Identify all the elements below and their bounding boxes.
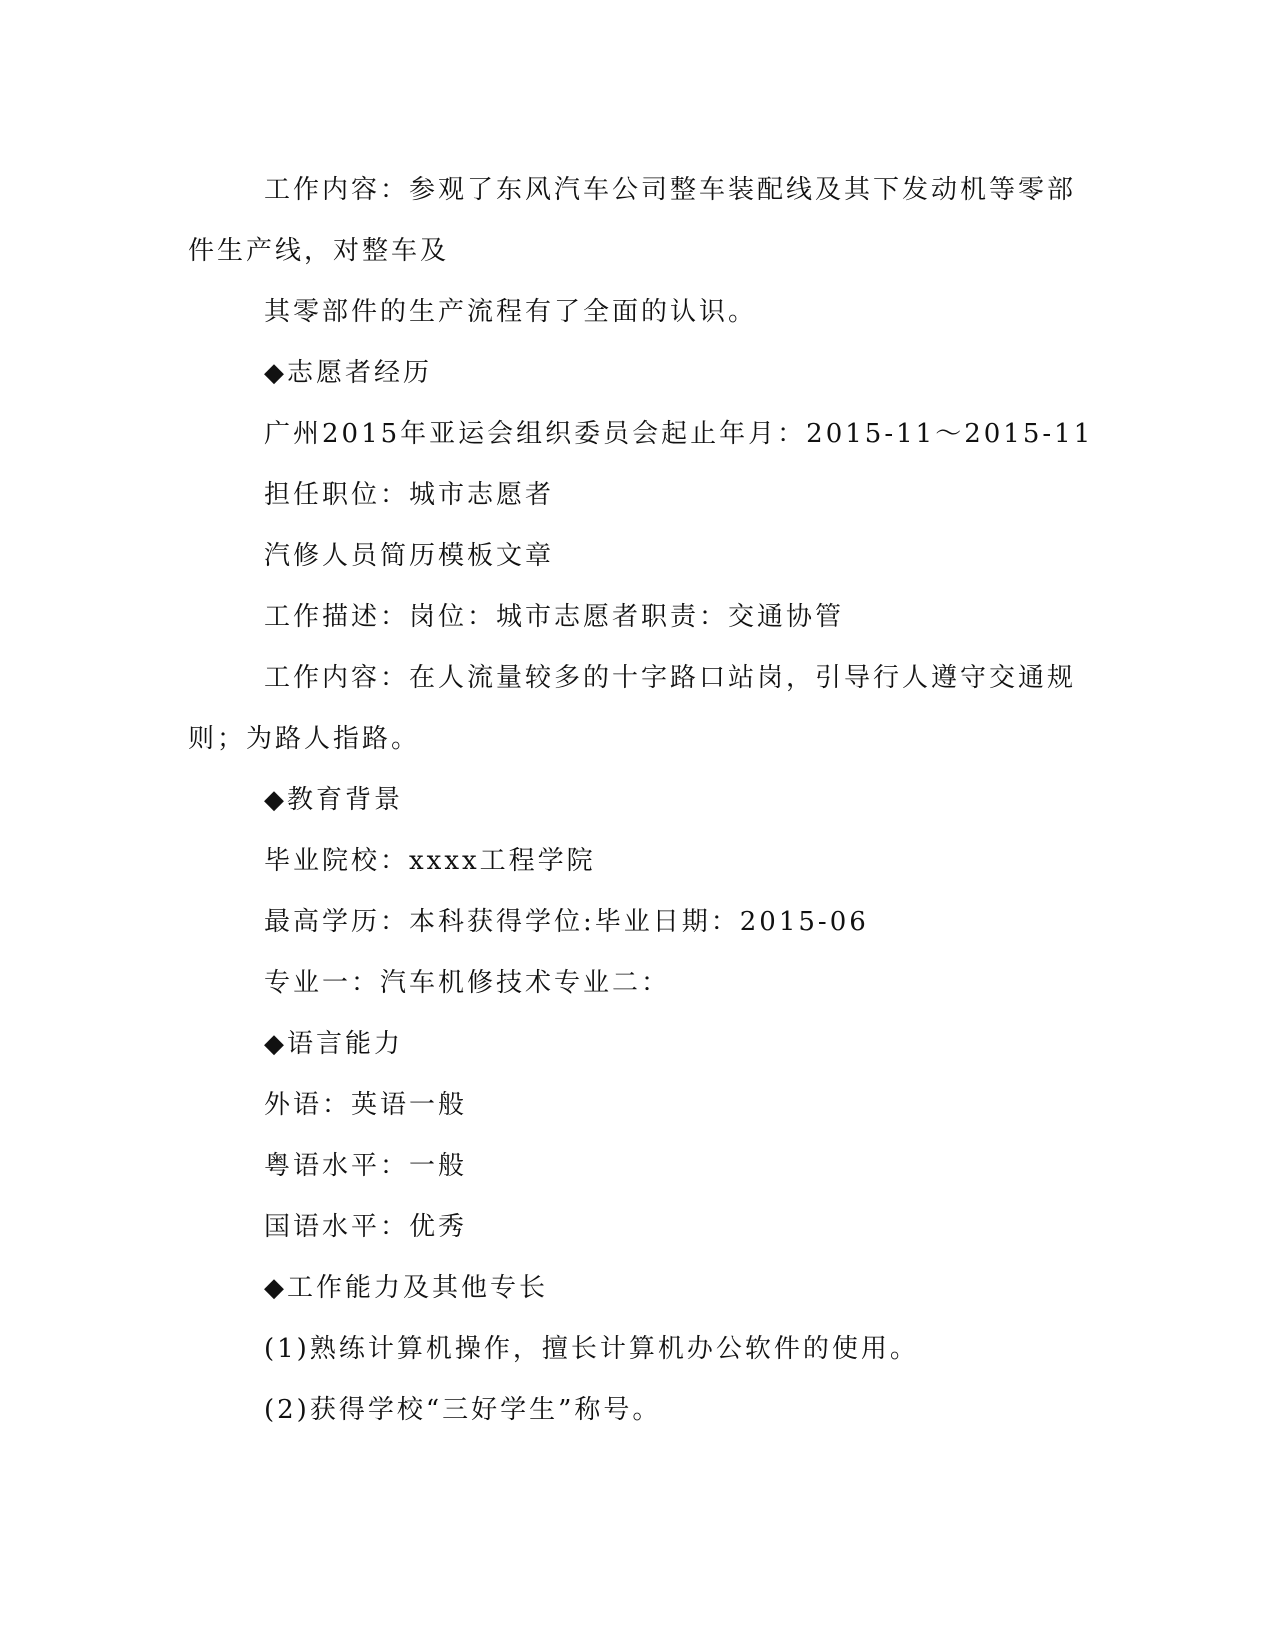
language-foreign: 外语：英语一般 bbox=[264, 1090, 468, 1120]
skill-item-1: (1)熟练计算机操作，擅长计算机办公软件的使用。 bbox=[264, 1334, 919, 1364]
document-body bbox=[188, 160, 1094, 1441]
volunteer-position: 担任职位：城市志愿者 bbox=[264, 480, 555, 510]
work-content-paragraph-2: 其零部件的生产流程有了全面的认识。 bbox=[264, 297, 758, 327]
education-major: 专业一：汽车机修技术专业二： bbox=[264, 968, 671, 998]
section-heading-language: ◆语言能力 bbox=[264, 1029, 403, 1059]
language-mandarin: 国语水平：优秀 bbox=[264, 1212, 468, 1242]
volunteer-description: 工作描述：岗位：城市志愿者职责：交通协管 bbox=[264, 602, 845, 632]
section-heading-skills: ◆工作能力及其他专长 bbox=[264, 1273, 548, 1303]
language-cantonese: 粤语水平：一般 bbox=[264, 1151, 468, 1181]
skill-item-2: (2)获得学校“三好学生”称号。 bbox=[264, 1395, 662, 1425]
volunteer-organization: 广州2015年亚运会组织委员会起止年月：2015-11～2015-11 bbox=[264, 419, 1094, 449]
section-heading-education: ◆教育背景 bbox=[264, 785, 403, 815]
work-content-paragraph-1: 工作内容：参观了东风汽车公司整车装配线及其下发动机等零部件生产线，对整车及 bbox=[188, 175, 1077, 266]
section-heading-volunteer: ◆志愿者经历 bbox=[264, 358, 432, 388]
education-school: 毕业院校：xxxx工程学院 bbox=[264, 846, 596, 876]
article-title-line: 汽修人员简历模板文章 bbox=[264, 541, 555, 571]
education-degree: 最高学历：本科获得学位:毕业日期：2015-06 bbox=[264, 907, 869, 937]
volunteer-work-content: 工作内容：在人流量较多的十字路口站岗，引导行人遵守交通规则；为路人指路。 bbox=[188, 663, 1077, 754]
